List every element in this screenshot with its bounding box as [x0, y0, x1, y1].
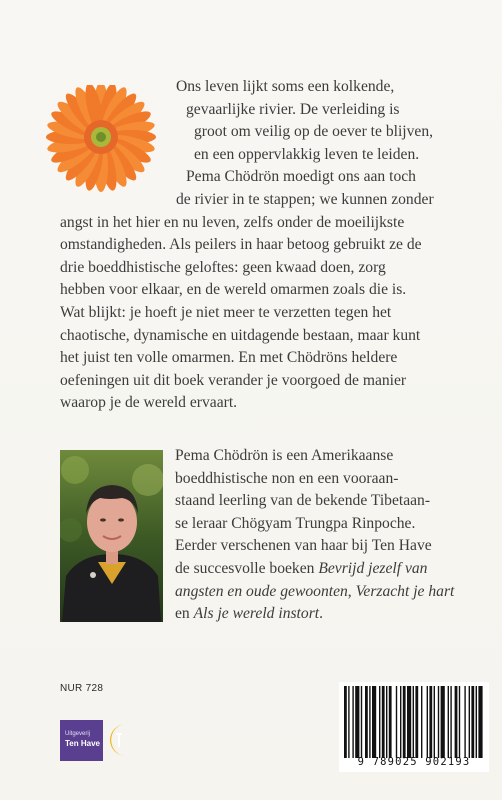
blurb-line: waarop je de wereld ervaart. — [60, 394, 238, 412]
barcode-bar — [415, 686, 418, 758]
book-title: Als je wereld instort — [193, 605, 320, 623]
publisher-label: Uitgeverij — [65, 731, 91, 737]
barcode-bar — [396, 686, 397, 758]
book-title: Bevrijd jezelf van — [318, 559, 428, 577]
barcode-bar — [459, 686, 460, 758]
author-photo — [60, 450, 163, 622]
barcode-bar — [361, 686, 362, 758]
barcode-bar — [478, 686, 482, 758]
barcode-bar — [427, 686, 428, 758]
isbn-number: 9 789025 902193 — [357, 756, 471, 768]
book-title: Verzacht je hart — [355, 582, 455, 600]
barcode-bar — [407, 686, 411, 758]
blurb-line: het juist ten volle omarmen. En met Chödröns heldere — [60, 349, 398, 367]
barcode-bar — [441, 686, 445, 758]
barcode-bar — [379, 686, 380, 758]
blurb-line: en een oppervlakkig leven te leiden. — [194, 145, 420, 163]
blurb-line: Wat blijkt: je hoeft je niet meer te verzetten tegen het — [60, 303, 392, 321]
bio-line — [175, 581, 495, 604]
barcode-bar — [400, 686, 401, 758]
barcode-bar — [448, 686, 449, 758]
bio-line — [175, 558, 495, 581]
bio-punct: , — [347, 582, 352, 600]
blurb-line: omstandigheden. Als peilers in haar betoog gebruikt ze de — [60, 236, 422, 254]
bio-punct: . — [319, 605, 323, 623]
bio-text: en — [175, 605, 190, 623]
author-bio — [175, 445, 495, 626]
blurb-line: oefeningen uit dit boek verander je voorgoed de manier — [60, 371, 407, 389]
bio-line: se leraar Chögyam Trungpa Rinpoche. — [175, 514, 416, 532]
barcode-bar — [389, 686, 392, 758]
blurb-line: angst in het hier en nu leven, zelfs onder de moeilijkste — [60, 213, 405, 231]
blurb-line: drie boeddhistische geloftes: geen kwaad doen, zorg — [60, 258, 386, 276]
publisher-name: Ten Have — [65, 739, 100, 748]
publisher-moon-icon — [106, 720, 132, 760]
blurb-line: de rivier in te stappen; we kunnen zonder — [176, 190, 434, 208]
barcode-bar — [348, 686, 349, 758]
bio-line: Pema Chödrön is een Amerikaanse — [175, 447, 394, 464]
publisher-logo — [60, 720, 103, 761]
barcode-bar — [455, 686, 458, 758]
barcode-bar — [382, 686, 385, 758]
blurb-line: Ons leven lijkt soms een kolkende, — [176, 78, 395, 95]
barcode-bar — [413, 686, 414, 758]
blurb-line: gevaarlijke rivier. De verleiding is — [186, 100, 400, 118]
nur-code: NUR 728 — [60, 683, 104, 694]
barcode-bar — [369, 686, 370, 758]
book-title: angsten en oude gewoonten — [175, 582, 348, 600]
barcode-bar — [344, 686, 347, 758]
barcode-bar — [386, 686, 387, 758]
barcode-bar — [429, 686, 432, 758]
bio-line — [175, 603, 495, 626]
bio-line: staand leerling van de bekende Tibetaan- — [175, 492, 431, 510]
blurb-line: chaotische, dynamische en uitdagende bestaan, maar kunt — [60, 326, 421, 344]
barcode-bar — [450, 686, 451, 758]
isbn-barcode — [339, 682, 489, 772]
barcode-bar — [421, 686, 422, 758]
barcode-bar — [471, 686, 474, 758]
barcode-bar — [365, 686, 368, 758]
blurb-line: Pema Chödrön moedigt ons aan toch — [186, 168, 416, 186]
barcode-bar — [476, 686, 477, 758]
bio-text: de succesvolle boeken — [175, 559, 315, 577]
barcode-bar — [403, 686, 406, 758]
bio-line: Eerder verschenen van haar bij Ten Have — [175, 537, 432, 555]
barcode-bar — [352, 686, 353, 758]
barcode-bar — [434, 686, 435, 758]
barcode-bar — [355, 686, 359, 758]
barcode-bar — [372, 686, 376, 758]
book-blurb — [60, 76, 480, 415]
barcode-bar — [464, 686, 465, 758]
barcode-bar — [469, 686, 470, 758]
blurb-line: groot om veilig op de oever te blijven, — [194, 123, 434, 141]
bio-line: boeddhistische non en een vooraan- — [175, 469, 399, 487]
barcode-bar — [438, 686, 439, 758]
blurb-line: hebben voor elkaar, en de wereld omarmen zoals die is. — [60, 281, 407, 299]
